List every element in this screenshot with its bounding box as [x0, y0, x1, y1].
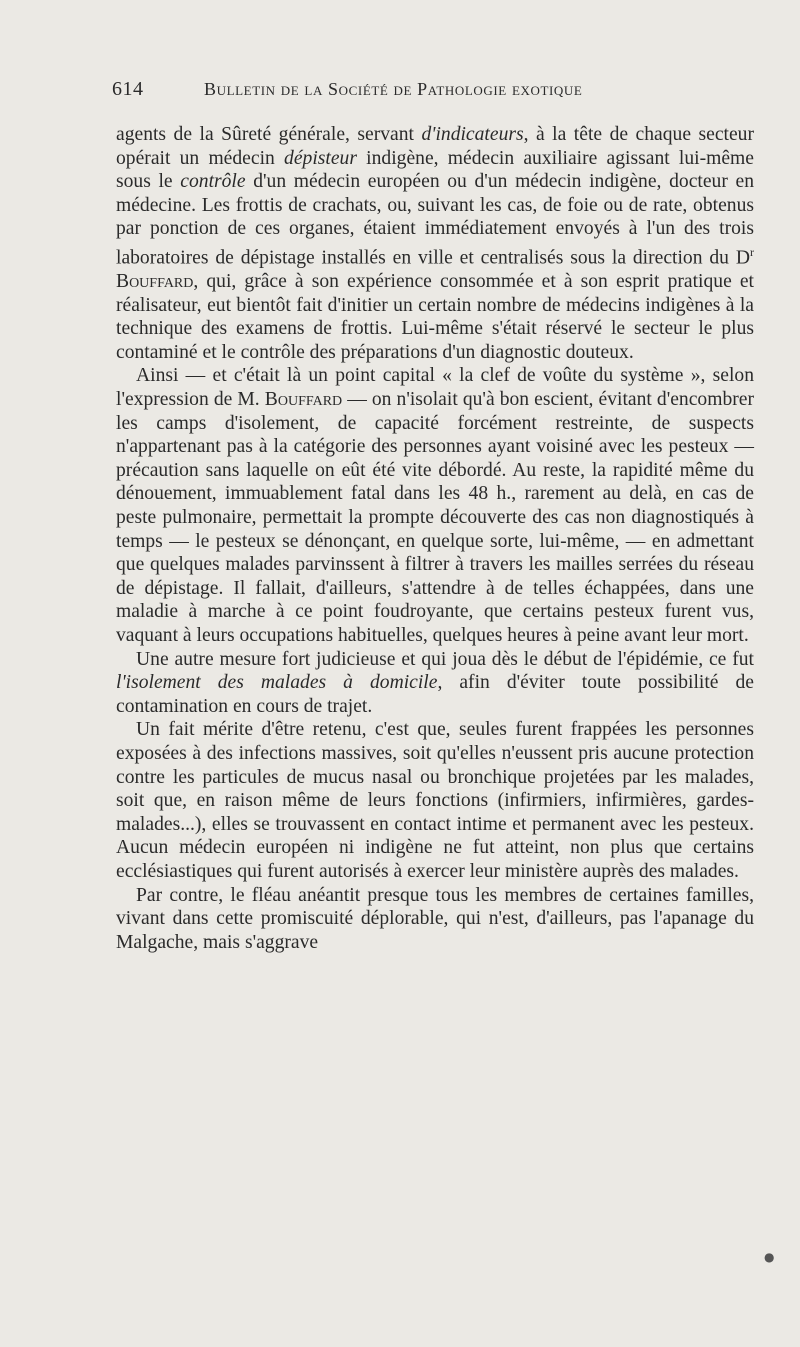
italic-text: d'indicateurs — [421, 124, 524, 145]
running-title: Bulletin de la Société de Pathologie exotique — [204, 79, 583, 99]
body-text — [116, 123, 754, 954]
text-run: agents de la Sûreté générale, servant — [116, 124, 422, 145]
text-run: , à la tête de chaque secteur opérait un médecin — [116, 124, 754, 169]
paragraph — [116, 364, 754, 647]
page-number: 614 — [112, 78, 144, 100]
running-header — [112, 78, 752, 108]
text-run: Par contre, le fléau anéantit presque tous les membres de certaines familles, vivant dans cette promiscuité déplorable, qui n'est, d'ailleurs, pas l'apanage du Malgache, mais s'aggrave — [116, 884, 754, 953]
text-run: Un fait mérite d'être retenu, c'est que, seules furent frappées les personnes exposées à des infections massives, soit qu'elles n'eussent pris aucune protection contre les particules de mucus nasal ou bronchique projetées par les malades, soit que, en raison même de leurs fonctions (infirmiers, infirmières, gardes-malades...), elles se trouvassent en contact intime et permanent avec les pesteux. Aucun médecin européen ni indigène ne fut atteint, non plus que certains ecclésiastiques qui furent autorisés à exercer leur ministère auprès des malades. — [116, 719, 754, 882]
italic-text: dépisteur — [284, 147, 357, 169]
italic-text: contrôle — [180, 171, 246, 193]
text-run: , qui, grâce à son expérience consommée et à son esprit pratique et réalisateur, eut bientôt fait d'initier un certain nombre de médecins indigènes à la technique des examens de frottis. Lui-même s'était réservé le secteur le plus contaminé et le contrôle des préparations d'un diagnostic douteux. — [116, 271, 754, 363]
text-run: , afin d'éviter toute possibilité de contamination en cours de trajet. — [116, 672, 755, 717]
text-run: — on n'isolait qu'à bon escient, évitant d'encombrer les camps d'isolement, de capacité forcément restreinte, de suspects n'appartenant pas à la catégorie des personnes ayant voisiné avec les pesteux — précaution sans laquelle on eût été vite débordé. Au reste, la rapidité même du dénouement, immuablement fatal dans les 48 h., rarement au delà, en cas de peste pulmonaire, permettait la prompte découverte des cas non diagnostiqués à temps — le pesteux se dénonçant, en quelque sorte, lui-même, — en admettant que quelques malades parvinssent à filtrer à travers les mailles serrées du réseau de dépistage. Il fallait, d'ailleurs, s'attendre à de telles échappées, dans une maladie à marche à ce point foudroyante, que certains pesteux furent vus, vaquant à leurs occupations habituelles, quelques heures à peine avant leur mort. — [116, 389, 754, 646]
text-run: Ainsi — et c'était là un point capital « la clef de voûte du système », selon l'expression de M. — [116, 365, 754, 411]
author-name: Bouffard — [264, 389, 343, 411]
superscript: r — [750, 244, 754, 259]
author-name: Bouffard — [116, 271, 194, 293]
text-run: d'un médecin européen ou d'un médecin indigène, docteur en médecine. Les frottis de crachats, ou, suivant les cas, de foie ou de rate, obtenus par ponction de ces organes, étaient immédiatement envoyés à l'un des trois laboratoires de dépistage installés en ville et centralisés sous la direction du D — [116, 171, 754, 269]
text-run: indigène, médecin auxiliaire agissant lui-même sous le — [116, 147, 754, 193]
italic-text: l'isolement des malades à domicile — [116, 672, 438, 694]
paragraph — [116, 884, 754, 955]
paragraph — [116, 123, 754, 364]
paragraph — [116, 718, 754, 883]
text-run: Une autre mesure fort judicieuse et qui joua dès le début de l'épidémie, ce fut — [136, 648, 754, 670]
paragraph — [116, 648, 754, 719]
print-mark-icon: ● — [764, 1250, 775, 1264]
